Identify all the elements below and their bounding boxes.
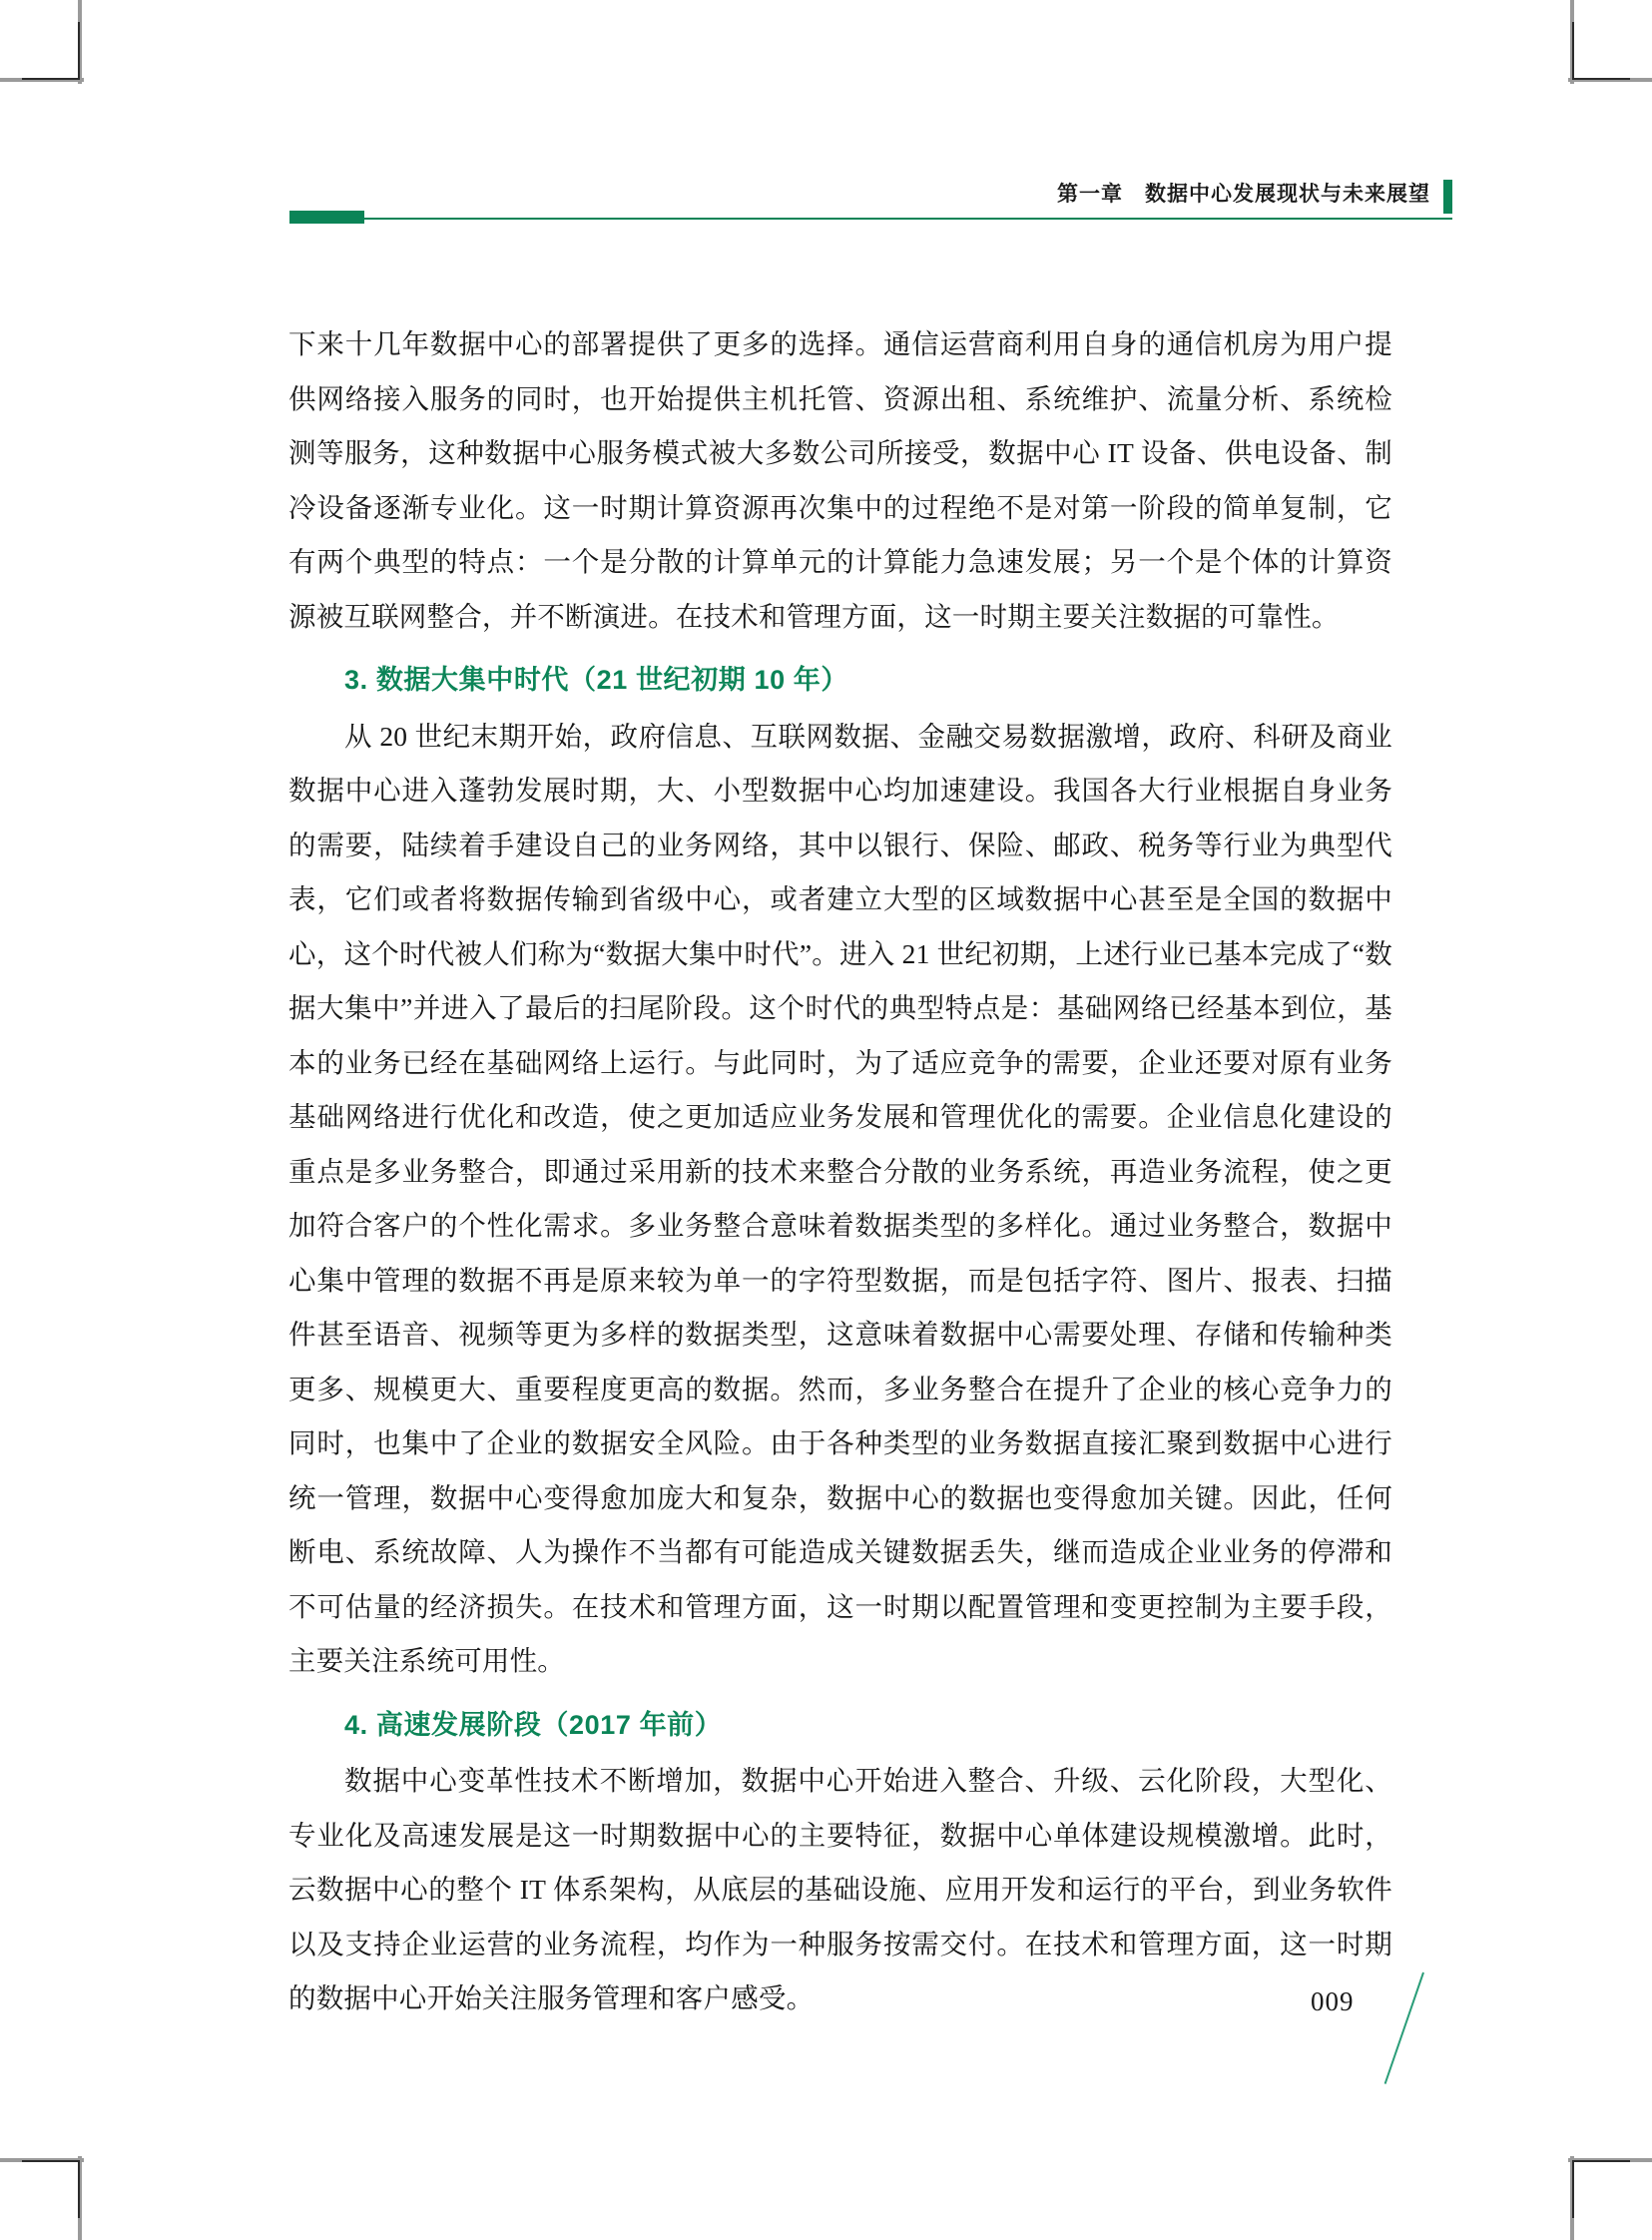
crop-mark-line-vertical: [1572, 22, 1574, 80]
crop-mark-line-horizontal: [22, 2160, 80, 2162]
folio-accent-slash: [1384, 1972, 1424, 2084]
crop-mark-bottom-left: [22, 2156, 84, 2218]
running-head-accent-tab: [1443, 180, 1452, 214]
running-head: [289, 168, 1452, 220]
section-paragraph-3: 从 20 世纪末期开始，政府信息、互联网数据、金融交易数据激增，政府、科研及商业数据中心进入蓬勃发展时期，大、小型数据中心均加速建设。我国各大行业根据自身业务的需要，陆续着手建设自己的业务网络，其中以银行、保险、邮政、税务等行业为典型代表，它们或者将数据传输到省级中心，或者建立大型的区域数据中心甚至是全国的数据中心，这个时代被人们称为“数据大集中时代”。进入 21 世纪初期，上述行业已基本完成了“数据大集中”并进入了最后的扫尾阶段。这个时代的典型特点是：基础网络已经基本到位，基本的业务已经在基础网络上运行。与此同时，为了适应竞争的需要，企业还要对原有业务基础网络进行优化和改造，使之更加适应业务发展和管理优化的需要。企业信息化建设的重点是多业务整合，即通过采用新的技术来整合分散的业务系统，再造业务流程，使之更加符合客户的个性化需求。多业务整合意味着数据类型的多样化。通过业务整合，数据中心集中管理的数据不再是原来较为单一的字符型数据，而是包括字符、图片、报表、扫描件甚至语音、视频等更为多样的数据类型，这意味着数据中心需要处理、存储和传输种类更多、规模更大、重要程度更高的数据。然而，多业务整合在提升了企业的核心竞争力的同时，也集中了企业的数据安全风险。由于各种类型的业务数据直接汇聚到数据中心进行统一管理，数据中心变得愈加庞大和复杂，数据中心的数据也变得愈加关键。因此，任何断电、系统故障、人为操作不当都有可能造成关键数据丢失，继而造成企业业务的停滞和不可估量的经济损失。在技术和管理方面，这一时期以配置管理和变更控制为主要手段，主要关注系统可用性。: [288, 720, 1392, 1676]
running-head-accent-block: [289, 211, 364, 224]
crop-mark-line-vertical: [78, 22, 80, 80]
page-number: 009: [1311, 1986, 1355, 2016]
section-heading-4: 4. 高速发展阶段（2017 年前）: [344, 1709, 723, 1740]
section-paragraph-4: 数据中心变革性技术不断增加，数据中心开始进入整合、升级、云化阶段，大型化、专业化及高速发展是这一时期数据中心的主要特征，数据中心单体建设规模激增。此时，云数据中心的整个 IT 体系架构，从底层的基础设施、应用开发和运行的平台，到业务软件以及支持企业运营的业务流程，均作为一种服务按需交付。在技术和管理方面，这一时期的数据中心开始关注服务管理和客户感受。: [288, 1765, 1392, 2013]
crop-mark-line-horizontal: [1572, 2160, 1630, 2162]
crop-mark-line-horizontal: [1572, 78, 1630, 80]
crop-mark-top-right: [1568, 22, 1630, 84]
paragraph-continued: 下来十几年数据中心的部署提供了更多的选择。通信运营商利用自身的通信机房为用户提供网络接入服务的同时，也开始提供主机托管、资源出租、系统维护、流量分析、系统检测等服务，这种数据中心服务模式被大多数公司所接受，数据中心 IT 设备、供电设备、制冷设备逐渐专业化。这一时期计算资源再次集中的过程绝不是对第一阶段的简单复制，它有两个典型的特点：一个是分散的计算单元的计算能力急速发展；另一个是个体的计算资源被互联网整合，并不断演进。在技术和管理方面，这一时期主要关注数据的可靠性。: [288, 328, 1392, 632]
crop-mark-top-left: [22, 22, 84, 84]
crop-mark-bottom-right: [1568, 2156, 1630, 2218]
crop-mark-line-vertical: [78, 2160, 80, 2218]
running-head-rule: [289, 218, 1452, 220]
section-heading-3: 3. 数据大集中时代（21 世纪初期 10 年）: [344, 665, 848, 695]
crop-mark-line-horizontal: [22, 78, 80, 80]
folio: [1305, 1960, 1504, 2090]
running-head-title: 第一章 数据中心发展现状与未来展望: [1057, 182, 1430, 206]
page-body: [288, 317, 1392, 2026]
crop-mark-line-vertical: [1572, 2160, 1574, 2218]
